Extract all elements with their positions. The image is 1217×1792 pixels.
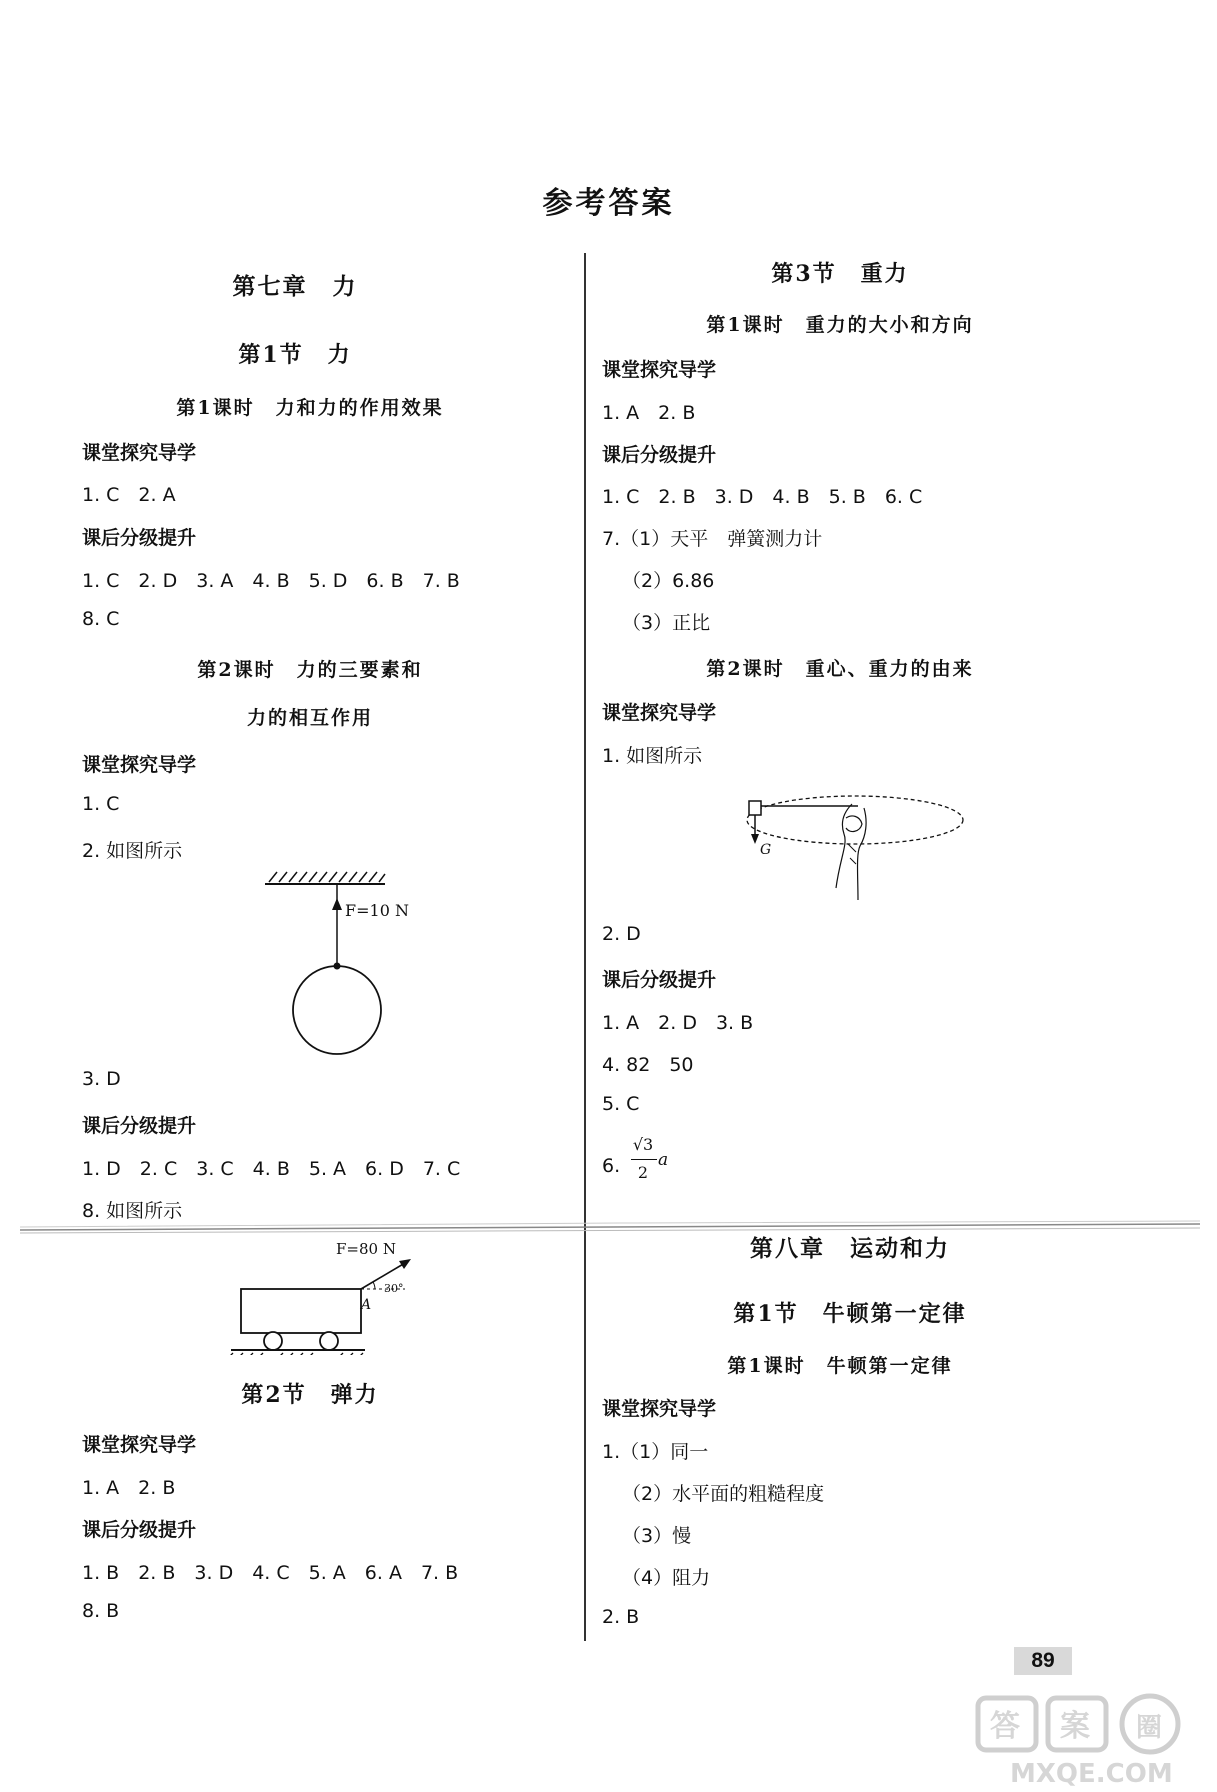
section-label: 课堂探究导学 (82, 754, 197, 776)
section-label: 课堂探究导学 (82, 1434, 197, 1456)
hanging-ball-figure (255, 870, 475, 1070)
answer-line: 1.（1）同一 (602, 1441, 709, 1463)
scan-fold-line (20, 1218, 1200, 1236)
lesson-heading: 第1课时 重力的大小和方向 (706, 314, 974, 336)
lesson-heading: 第2课时 力的三要素和 (197, 659, 423, 681)
section-label: 课后分级提升 (82, 1115, 197, 1137)
answer-line: 1. A 2. D 3. B (602, 1012, 754, 1034)
answer-line: 1. B 2. B 3. D 4. C 5. A 6. A 7. B (82, 1562, 459, 1584)
fraction-denominator: 2 (637, 1163, 649, 1182)
section-label: 课堂探究导学 (602, 359, 717, 381)
watermark-logo (970, 1692, 1210, 1790)
point-label: A (361, 1297, 372, 1313)
lesson-heading: 第2课时 重心、重力的由来 (706, 658, 974, 680)
variable: a (658, 1150, 669, 1170)
svg-text:案: 案 (1060, 1709, 1090, 1744)
answer-line: 1. A 2. B (602, 402, 696, 424)
answer-line: （4）阻力 (622, 1567, 711, 1589)
section-heading: 第3节 重力 (771, 261, 909, 287)
svg-text:MXQE.COM: MXQE.COM (1010, 1759, 1173, 1789)
fraction-numerator: √3 (632, 1135, 654, 1154)
fraction-bar (631, 1159, 657, 1160)
page-title: 参考答案 (542, 186, 675, 221)
force-label: F=80 N (336, 1240, 396, 1258)
answer-line: 4. 82 50 (602, 1054, 694, 1076)
answer-line: 2. 如图所示 (82, 840, 183, 862)
section-label: 课堂探究导学 (602, 702, 717, 724)
lesson-heading-cont: 力的相互作用 (246, 707, 373, 729)
svg-text:圈: 圈 (1136, 1713, 1163, 1743)
section-label: 课后分级提升 (82, 527, 197, 549)
answer-line: 1. C (82, 793, 120, 815)
section-label: 课后分级提升 (82, 1519, 197, 1541)
page-number: 89 (1014, 1647, 1072, 1675)
section-label: 课后分级提升 (602, 969, 717, 991)
section-label: 课堂探究导学 (602, 1398, 717, 1420)
answer-line: 1. 如图所示 (602, 745, 703, 767)
answer-line: （2）6.86 (622, 570, 715, 592)
answer-line: （3）正比 (622, 612, 711, 634)
answer-line: 1. A 2. B (82, 1477, 176, 1499)
answer-line: 1. C 2. D 3. A 4. B 5. D 6. B 7. B (82, 570, 460, 592)
chapter-heading: 第八章 运动和力 (750, 1235, 950, 1262)
lesson-heading: 第1课时 牛顿第一定律 (727, 1355, 953, 1377)
svg-text:答: 答 (990, 1709, 1020, 1744)
angle-label: 30° (384, 1282, 404, 1295)
force-label: F=10 N (345, 901, 409, 920)
answer-line: 2. B (602, 1606, 640, 1628)
answer-line: 8. B (82, 1600, 120, 1622)
section-heading: 第2节 弹力 (241, 1382, 379, 1408)
answer-line: 1. D 2. C 3. C 4. B 5. A 6. D 7. C (82, 1158, 461, 1180)
answer-line: 3. D (82, 1068, 121, 1090)
swinging-object-figure (740, 788, 970, 918)
answer-line: 2. D (602, 923, 641, 945)
chapter-heading: 第七章 力 (232, 273, 358, 300)
answer-line: 1. C 2. A (82, 484, 176, 506)
lesson-heading: 第1课时 力和力的作用效果 (176, 397, 444, 419)
section-heading: 第1节 牛顿第一定律 (733, 1301, 967, 1327)
answer-line: 5. C (602, 1093, 640, 1115)
answer-line: 7.（1）天平 弹簧测力计 (602, 528, 823, 550)
section-label: 课堂探究导学 (82, 442, 197, 464)
answer-number: 6. (602, 1155, 621, 1177)
answer-line: （3）慢 (622, 1525, 692, 1547)
gravity-label: G (760, 842, 772, 858)
answer-line: 1. C 2. B 3. D 4. B 5. B 6. C (602, 486, 923, 508)
answer-line: 8. C (82, 608, 120, 630)
section-label: 课后分级提升 (602, 444, 717, 466)
answer-line: 8. 如图所示 (82, 1200, 183, 1222)
section-heading: 第1节 力 (238, 342, 352, 368)
column-divider (584, 253, 586, 1641)
answer-line: （2）水平面的粗糙程度 (622, 1483, 825, 1505)
